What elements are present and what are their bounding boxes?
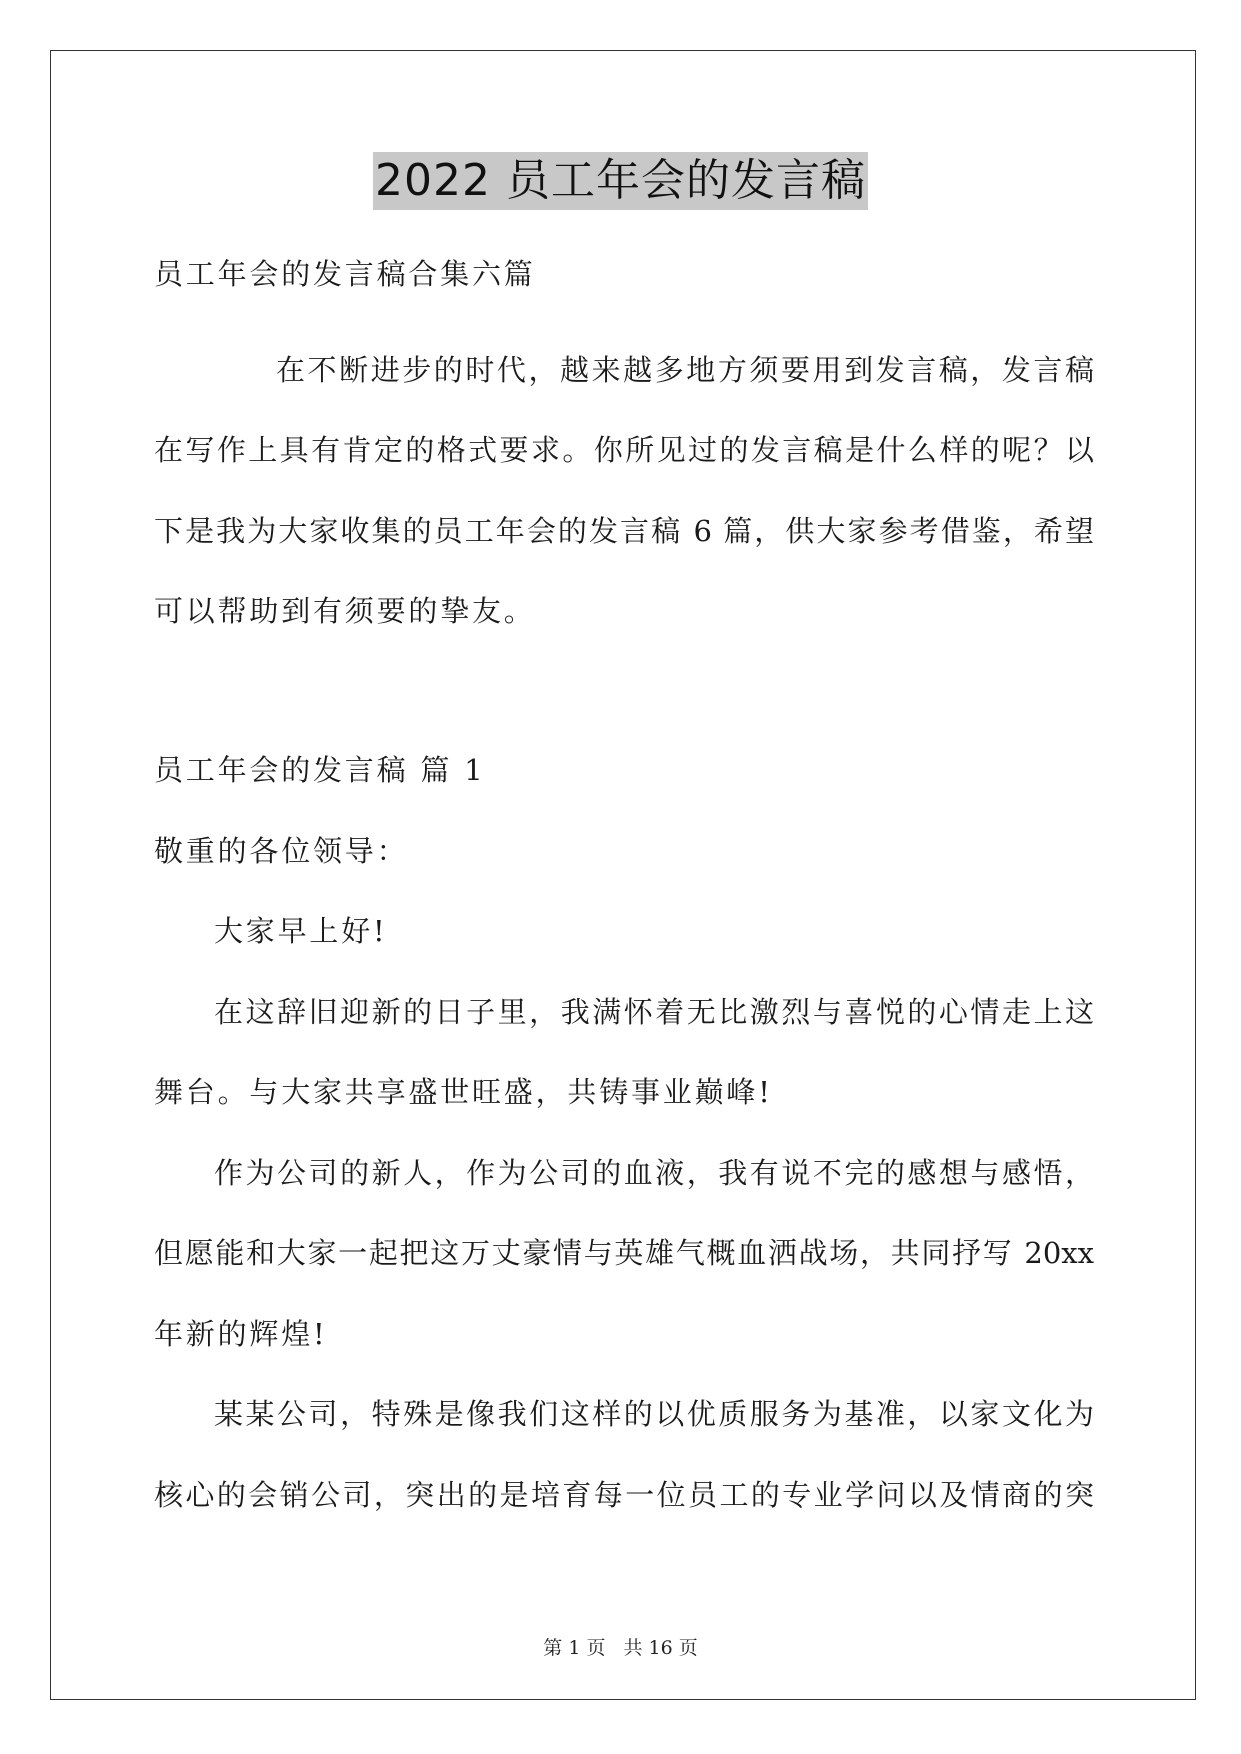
paragraph-line: 舞台。与大家共享盛世旺盛，共铸事业巅峰!: [154, 1075, 773, 1109]
intro-line-2: 在写作上具有肯定的格式要求。你所见过的发言稿是什么样的呢？以: [154, 433, 1094, 467]
page-footer: [0, 1636, 1241, 1660]
page-border: [50, 50, 1196, 1700]
paragraph-line: 在这辞旧迎新的日子里，我满怀着无比激烈与喜悦的心情走上这: [214, 995, 1094, 1029]
intro-line-1: 在不断进步的时代，越来越多地方须要用到发言稿，发言稿: [276, 353, 1094, 387]
paragraph-line: 但愿能和大家一起把这万丈豪情与英雄气概血洒战场，共同抒写 20xx: [154, 1236, 1094, 1270]
intro-line-4: 可以帮助到有须要的挚友。: [154, 594, 536, 628]
subtitle: 员工年会的发言稿合集六篇: [154, 257, 536, 291]
paragraph-line: 作为公司的新人，作为公司的血液，我有说不完的感想与感悟，: [214, 1156, 1094, 1190]
page-total: 共 16 页: [623, 1637, 698, 1659]
greeting: 大家早上好!: [214, 914, 388, 948]
document-title: 2022 员工年会的发言稿: [373, 152, 868, 210]
paragraph-line: 核心的会销公司，突出的是培育每一位员工的专业学问以及情商的突: [154, 1478, 1094, 1512]
page-number: 第 1 页: [543, 1637, 606, 1659]
title-container: [0, 152, 1241, 210]
section-heading: 员工年会的发言稿 篇 1: [154, 753, 486, 787]
paragraph-line: 某某公司，特殊是像我们这样的以优质服务为基准，以家文化为: [214, 1397, 1094, 1431]
salutation: 敬重的各位领导：: [154, 834, 409, 868]
intro-line-3: 下是我为大家收集的员工年会的发言稿 6 篇，供大家参考借鉴，希望: [154, 514, 1094, 548]
paragraph-line: 年新的辉煌!: [154, 1317, 328, 1351]
